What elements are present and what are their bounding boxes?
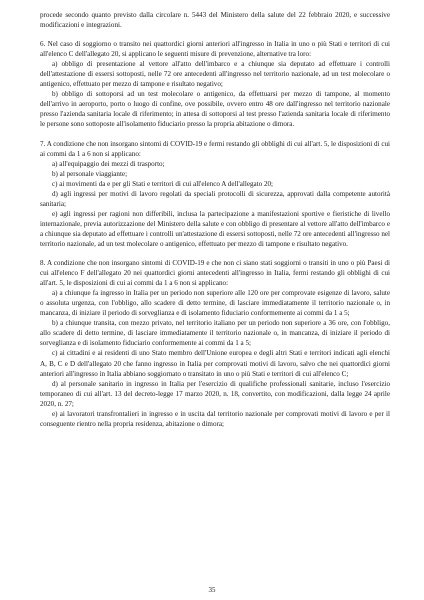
paragraph: 7. A condizione che non insorgano sintomi di COVID-19 e fermi restando gli obblighi di cui all'art. 5, le disposizioni di cui ai commi da 1 a 6 non si applicano: bbox=[40, 139, 390, 158]
paragraph: d) agli ingressi per motivi di lavoro regolati da speciali protocolli di sicurezza, approvati dalla competente autorità sanitaria; bbox=[40, 189, 390, 208]
paragraph: 6. Nel caso di soggiorno o transito nei quattordici giorni anteriori all'ingresso in Italia in uno o più Stati e territori di cui all'elenco C dell'allegato 20, si applicano le seguenti misure di prevenzione, alternative tra loro: bbox=[40, 40, 390, 59]
paragraph-gap bbox=[40, 30, 390, 39]
paragraph: a) a chiunque fa ingresso in Italia per un periodo non superiore alle 120 ore per comprovate esigenze di lavoro, salute o assoluta urgenza, con l'obbligo, allo scadere di detto termine, di lasciare immediatamente il territorio nazionale o, in mancanza, di iniziare il periodo di sorveglianza e di isolamento fiduciario conformemente ai commi da 1 a 5; bbox=[40, 289, 390, 318]
paragraph: e) agli ingressi per ragioni non differibili, inclusa la partecipazione a manifestazioni sportive e fieristiche di livello internazionale, previa autorizzazione del Ministero della salute e con obbligo di presentare al vettore all'atto dell'imbarco e a chiunque sia deputato ad effettuare i controlli un'attestazione di essersi sottoposti, nelle 72 ore antecedenti all'ingresso nel territorio nazionale, ad un test molecolare o antigenico, effettuato per mezzo di tampone e risultato negativo. bbox=[40, 209, 390, 248]
paragraph-gap bbox=[40, 249, 390, 258]
paragraph: b) a chiunque transita, con mezzo privato, nel territorio italiano per un periodo non superiore a 36 ore, con l'obbligo, allo scadere di detto termine, di lasciare immediatamente il territorio nazionale o, in mancanza, di iniziare il periodo di sorveglianza e di isolamento fiduciario conformemente ai commi da 1 a 5; bbox=[40, 319, 390, 348]
paragraph: b) obbligo di sottoporsi ad un test molecolare o antigenico, da effettuarsi per mezzo di tampone, al momento dell'arrivo in aeroporto, porto o luogo di confine, ove possibile, ovvero entro 48 ore dall'ingresso nel territorio nazionale presso l'azienda sanitaria locale di riferimento; in attesa di sottoporsi al test presso l'azienda sanitaria locale di riferimento le persone sono sottoposte all'isolamento fiduciario presso la propria abitazione o dimora. bbox=[40, 90, 390, 129]
paragraph: c) ai cittadini e ai residenti di uno Stato membro dell'Unione europea e degli altri Stati e territori indicati agli elenchi A, B, C e D dell'allegato 20 che fanno ingresso in Italia per comprovati motivi di lavoro, salvo che nei quattordici giorni anteriori all'ingresso in Italia abbiano soggiornato o transitato in uno o più Stati e territori di cui all'elenco C; bbox=[40, 349, 390, 378]
paragraph: a) obbligo di presentazione al vettore all'atto dell'imbarco e a chiunque sia deputato ad effettuare i controlli dell'attestazione di essersi sottoposti, nelle 72 ore antecedenti all'ingresso nel territorio nazionale, ad un test molecolare o antigenico, effettuato per mezzo di tampone e risultato negativo; bbox=[40, 60, 390, 89]
paragraph: c) ai movimenti da e per gli Stati e territori di cui all'elenco A dell'allegato 20; bbox=[52, 179, 274, 188]
document-body bbox=[40, 10, 390, 429]
paragraph: procede secondo quanto previsto dalla circolare n. 5443 del Ministero della salute del 22 febbraio 2020, e successive modificazioni e integrazioni. bbox=[40, 11, 390, 30]
paragraph: e) ai lavoratori transfrontalieri in ingresso e in uscita dal territorio nazionale per comprovati motivi di lavoro e per il conseguente rientro nella propria residenza, abitazione o dimora; bbox=[40, 409, 390, 428]
paragraph: d) al personale sanitario in ingresso in Italia per l'esercizio di qualifiche professionali sanitarie, incluso l'esercizio temporaneo di cui all'art. 13 del decreto-legge 17 marzo 2020, n. 18, convertito, con modificazioni, dalla legge 24 aprile 2020, n. 27; bbox=[40, 379, 390, 408]
page-number: 35 bbox=[208, 586, 216, 594]
paragraph: 8. A condizione che non insorgano sintomi di COVID-19 e che non ci siano stati soggiorni o transiti in uno o più Paesi di cui all'elenco F dell'allegato 20 nei quattordici giorni antecedenti all'ingresso in Italia, fermi restando gli obblighi di cui all'art. 5, le disposizioni di cui ai commi da 1 a 6 non si applicano: bbox=[40, 259, 390, 288]
paragraph-gap bbox=[40, 130, 390, 139]
paragraph: a) all'equipaggio dei mezzi di trasporto; bbox=[52, 159, 165, 168]
paragraph: b) al personale viaggiante; bbox=[52, 169, 128, 178]
